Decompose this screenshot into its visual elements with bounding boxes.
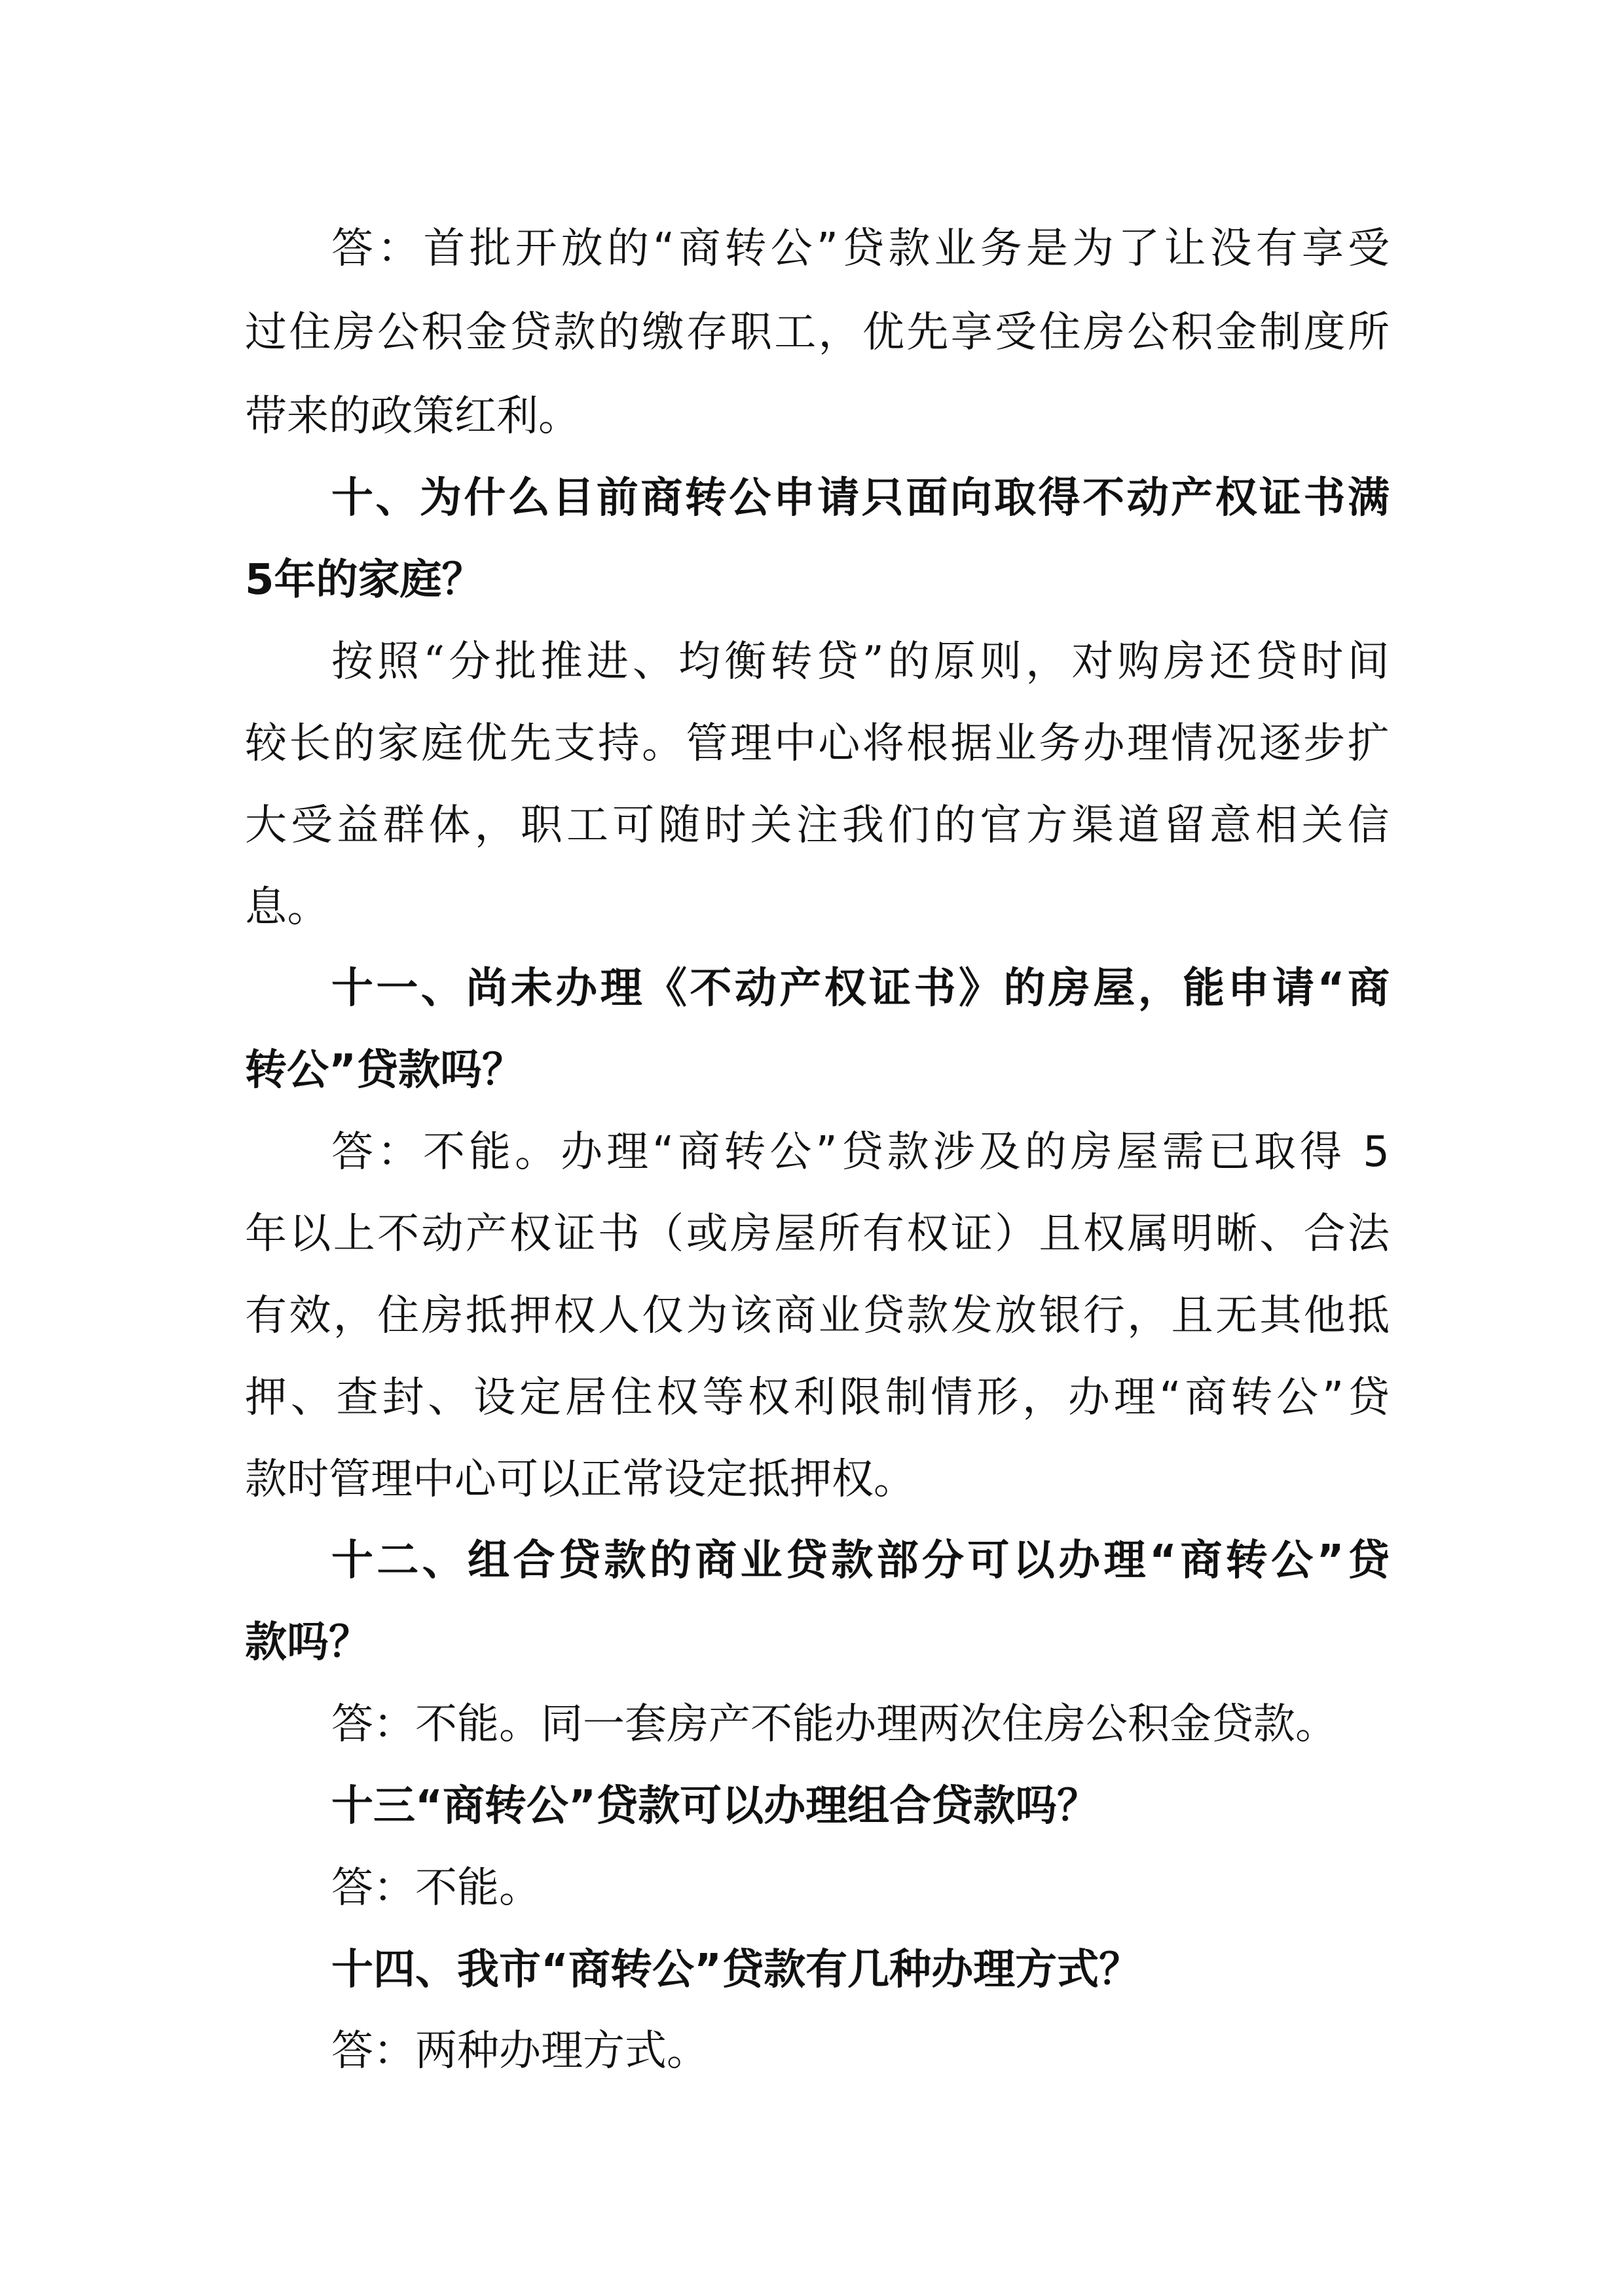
answer-11-line-2: 年以上不动产权证书（或房屋所有权证）且权属明晰、合法 — [245, 1210, 1390, 1258]
answer-9-line-1: 答：首批开放的“商转公”贷款业务是为了让没有享受 — [331, 225, 1390, 273]
answer-14-line-1: 答：两种办理方式。 — [331, 2027, 709, 2075]
answer-10-line-4: 息。 — [245, 883, 329, 932]
question-13-heading: 十三“商转公”贷款可以办理组合贷款吗？ — [331, 1782, 1099, 1831]
question-14-heading: 十四、我市“商转公”贷款有几种办理方式？ — [331, 1946, 1141, 1994]
answer-10-line-2: 较长的家庭优先支持。管理中心将根据业务办理情况逐步扩 — [245, 720, 1390, 768]
answer-10-line-1: 按照“分批推进、均衡转贷”的原则，对购房还贷时间 — [331, 638, 1390, 686]
answer-11-line-5: 款时管理中心可以正常设定抵押权。 — [245, 1455, 915, 1504]
question-10-heading-line-1: 十、为什么目前商转公申请只面向取得不动产权证书满 — [331, 474, 1390, 522]
question-11-heading-line-1: 十一、尚未办理《不动产权证书》的房屋，能申请“商 — [331, 964, 1390, 1013]
answer-11-line-4: 押、查封、设定居住权等权利限制情形，办理“商转公”贷 — [245, 1374, 1390, 1422]
answer-9-line-3: 带来的政策红利。 — [245, 392, 580, 441]
answer-9-line-2: 过住房公积金贷款的缴存职工，优先享受住房公积金制度所 — [245, 308, 1390, 357]
answer-11-line-3: 有效，住房抵押权人仅为该商业贷款发放银行，且无其他抵 — [245, 1292, 1390, 1340]
answer-10-line-3: 大受益群体，职工可随时关注我们的官方渠道留意相关信 — [245, 801, 1390, 850]
question-10-heading-line-2: 5年的家庭？ — [245, 556, 484, 604]
question-12-heading-line-2: 款吗？ — [245, 1618, 371, 1667]
answer-13-line-1: 答：不能。 — [331, 1864, 541, 1912]
question-11-heading-line-2: 转公”贷款吗？ — [245, 1046, 525, 1095]
question-12-heading-line-1: 十二、组合贷款的商业贷款部分可以办理“商转公”贷 — [331, 1537, 1390, 1585]
answer-12-line-1: 答：不能。同一套房产不能办理两次住房公积金贷款。 — [331, 1700, 1337, 1749]
answer-11-line-1: 答：不能。办理“商转公”贷款涉及的房屋需已取得 5 — [331, 1128, 1390, 1176]
